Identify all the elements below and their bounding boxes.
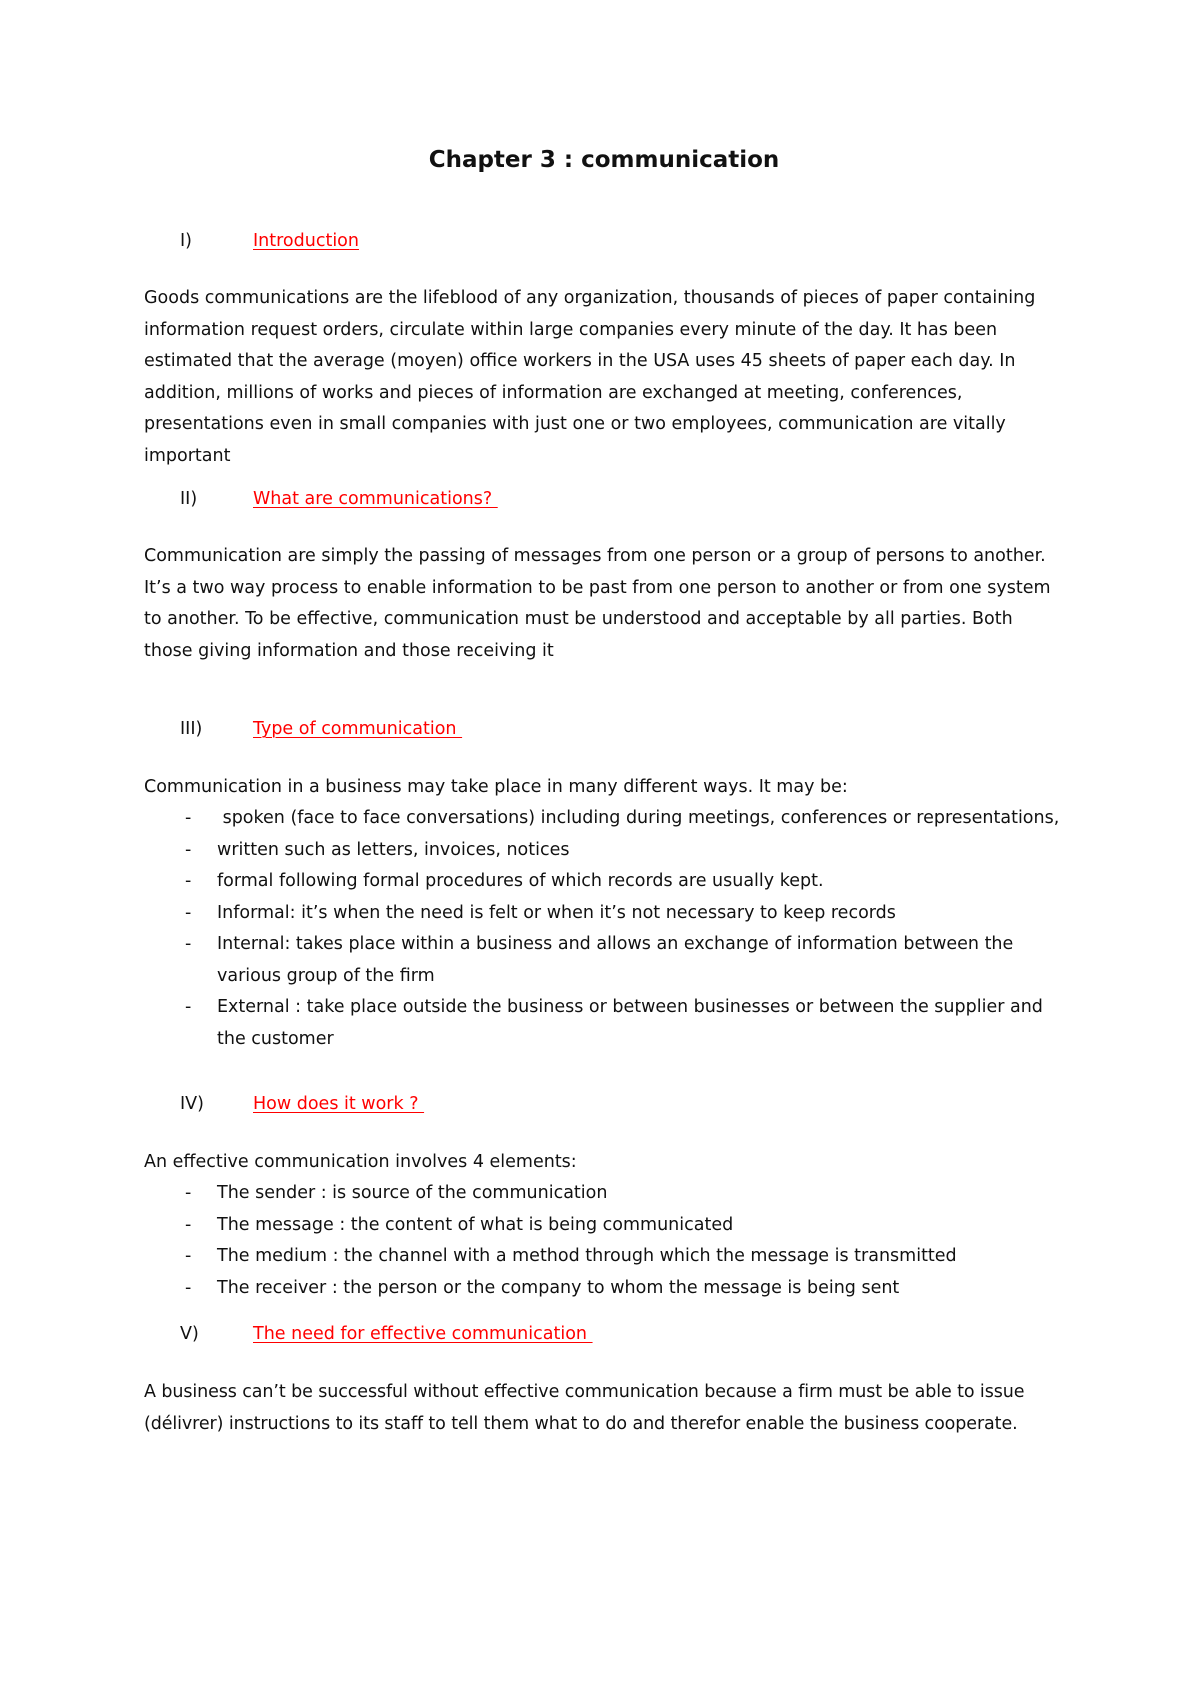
- section-title: What are communications?: [253, 489, 498, 509]
- bullet-dash: -: [185, 839, 192, 860]
- section-body-need-for-effective-communication: [144, 1377, 1064, 1440]
- paragraph: A business can’t be successful without effective communication because a firm must be able to issue (délivrer) instructions to its staff to tell them what to do and therefor enable the business cooperate.: [144, 1382, 1025, 1434]
- list-item-text: The sender : is source of the communication: [217, 1183, 608, 1203]
- paragraph: It’s a two way process to enable information to be past from one person to another or from one system to another. To be effective, communication must be understood and acceptable by all parties. Both those giving information and those receiving it: [144, 577, 1051, 661]
- section-number: II): [180, 489, 198, 509]
- bullet-dash: -: [185, 808, 192, 828]
- section-intro-type-of-communication: [144, 772, 1064, 804]
- list-item-text: Informal: it’s when the need is felt or when it’s not necessary to keep records: [217, 902, 896, 923]
- list-item: [144, 1241, 1064, 1273]
- list-item-text: External : take place outside the business or between businesses or between the supplier and the customer: [217, 997, 1043, 1049]
- list-item: [144, 898, 1064, 930]
- list-item: [144, 992, 1064, 1055]
- paragraph: Communication are simply the passing of messages from one person or a group of persons to another.: [144, 546, 1046, 566]
- bullet-dash: -: [185, 997, 192, 1017]
- list-item-text: The receiver : the person or the company to whom the message is being sent: [217, 1277, 900, 1298]
- bullet-list-elements: [144, 1178, 1064, 1304]
- section-title: Type of communication: [253, 719, 463, 739]
- paragraph: Communication in a business may take place in many different ways. It may be:: [144, 777, 848, 797]
- section-body-what-are-communications: [144, 541, 1064, 667]
- bullet-dash: -: [185, 1183, 192, 1203]
- bullet-dash: -: [185, 1214, 192, 1235]
- bullet-dash: -: [185, 934, 192, 954]
- list-item-text: spoken (face to face conversations) including during meetings, conferences or representations,: [217, 808, 1060, 828]
- list-item-text: The medium : the channel with a method through which the message is transmitted: [217, 1246, 957, 1266]
- list-item-text: written such as letters, invoices, notices: [217, 839, 570, 860]
- list-item: [144, 866, 1064, 898]
- list-item: [144, 1178, 1064, 1210]
- paragraph: Goods communications are the lifeblood of any organization, thousands of pieces of paper containing information request orders, circulate within large companies every minute of the day. It has been estimated that the average (moyen) office workers in the USA uses 45 sheets of paper each day. In addition, millions of works and pieces of information are exchanged at meeting, conferences, presentations even in small companies with just one or two employees, communication are vitally important: [144, 288, 1036, 466]
- section-number: V): [180, 1324, 199, 1344]
- bullet-dash: -: [185, 902, 192, 923]
- section-body-introduction: [144, 283, 1064, 472]
- bullet-dash: -: [185, 871, 192, 891]
- bullet-dash: -: [185, 1246, 192, 1266]
- section-title: How does it work ?: [253, 1094, 425, 1114]
- list-item: [144, 929, 1064, 992]
- bullet-list-types: [144, 803, 1064, 1055]
- section-number: I): [180, 231, 192, 251]
- section-title: The need for effective communication: [253, 1324, 593, 1344]
- list-item-text: The message : the content of what is being communicated: [217, 1214, 734, 1235]
- section-number: III): [180, 719, 203, 739]
- page-title: Chapter 3 : communication: [428, 147, 780, 173]
- list-item: [144, 835, 1064, 867]
- list-item-text: Internal: takes place within a business and allows an exchange of information between the various group of the firm: [217, 934, 1014, 986]
- section-intro-how-does-it-work: [144, 1147, 1064, 1179]
- section-title: Introduction: [253, 231, 359, 251]
- list-item: [144, 1210, 1064, 1242]
- list-item-text: formal following formal procedures of which records are usually kept.: [217, 871, 824, 891]
- paragraph: An effective communication involves 4 elements:: [144, 1152, 577, 1172]
- section-number: IV): [180, 1094, 204, 1114]
- list-item: [144, 1273, 1064, 1305]
- list-item: [144, 803, 1064, 835]
- bullet-dash: -: [185, 1277, 192, 1298]
